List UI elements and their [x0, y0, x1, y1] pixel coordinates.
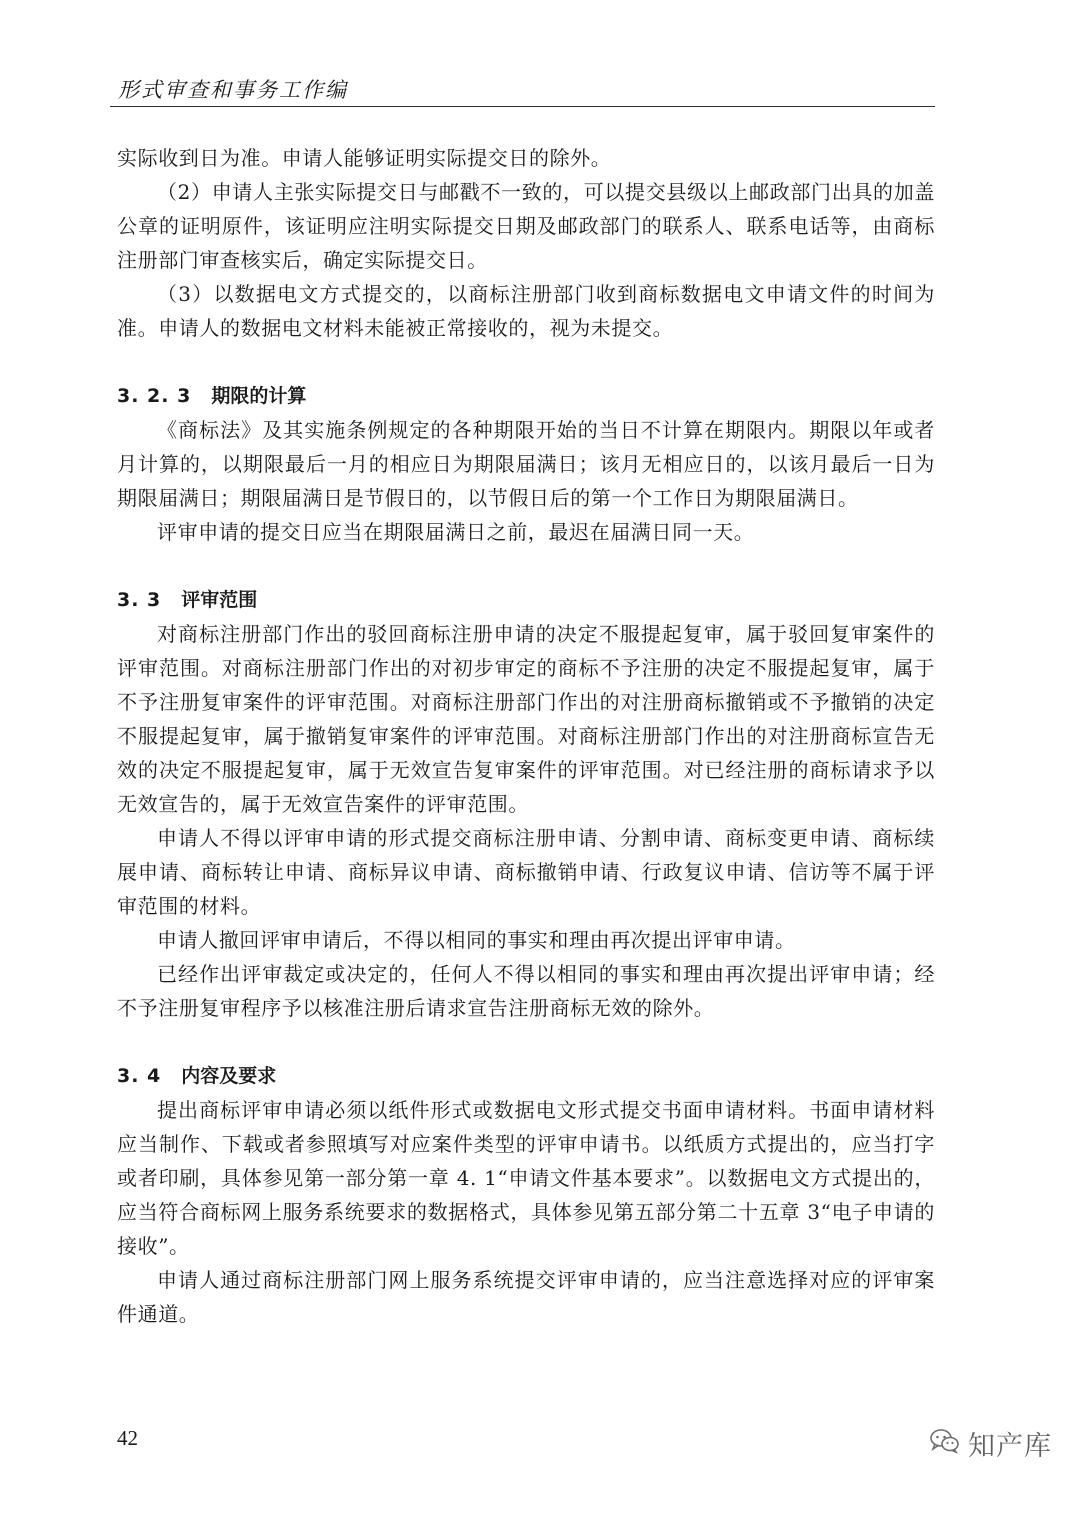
wechat-icon	[930, 1428, 960, 1458]
page-body	[117, 141, 935, 1331]
running-header	[110, 70, 935, 107]
paragraph: （3）以数据电文方式提交的，以商标注册部门收到商标数据电文申请文件的时间为准。申请人的数据电文材料未能被正常接收的，视为未提交。	[117, 282, 935, 340]
paragraph: （2）申请人主张实际提交日与邮戳不一致的，可以提交县级以上邮政部门出具的加盖公章的证明原件，该证明应注明实际提交日期及邮政部门的联系人、联系电话等，由商标注册部门审查核实后，确定实际提交日。	[117, 180, 935, 272]
paragraph: 申请人不得以评审申请的形式提交商标注册申请、分割申请、商标变更申请、商标续展申请、商标转让申请、商标异议申请、商标撤销申请、行政复议申请、信访等不属于评审范围的材料。	[117, 826, 935, 918]
paragraph: 申请人撤回评审申请后，不得以相同的事实和理由再次提出评审申请。	[157, 928, 796, 952]
page-number: 42	[117, 1426, 138, 1450]
section-title: 期限的计算	[211, 385, 307, 407]
paragraph: 评审申请的提交日应当在期限届满日之前，最迟在届满日同一天。	[157, 520, 755, 544]
paragraph: 实际收到日为准。申请人能够证明实际提交日的除外。	[117, 146, 612, 170]
paragraph: 对商标注册部门作出的驳回商标注册申请的决定不服提起复审，属于驳回复审案件的评审范围。对商标注册部门作出的对初步审定的商标不予注册的决定不服提起复审，属于不予注册复审案件的评审范围。对商标注册部门作出的对注册商标撤销或不予撤销的决定不服提起复审，属于撤销复审案件的评审范围。对商标注册部门作出的对注册商标宣告无效的决定不服提起复审，属于无效宣告复审案件的评审范围。对已经注册的商标请求予以无效宣告的，属于无效宣告案件的评审范围。	[117, 622, 935, 816]
section-number: 3. 3	[117, 589, 162, 611]
section-heading	[117, 583, 935, 617]
section-number: 3. 2. 3	[117, 385, 192, 407]
section-heading	[117, 1059, 935, 1093]
paragraph: 《商标法》及其实施条例规定的各种期限开始的当日不计算在期限内。期限以年或者月计算的，以期限最后一月的相应日为期限届满日；该月无相应日的，以该月最后一日为期限届满日；期限届满日是节假日的，以节假日后的第一个工作日为期限届满日。	[117, 418, 935, 510]
paragraph: 申请人通过商标注册部门网上服务系统提交评审申请的，应当注意选择对应的评审案件通道。	[117, 1268, 935, 1326]
section-title: 评审范围	[181, 589, 258, 611]
paragraph: 提出商标评审申请必须以纸件形式或数据电文形式提交书面申请材料。书面申请材料应当制作、下载或者参照填写对应案件类型的评审申请书。以纸质方式提出的，应当打字或者印刷，具体参见第一部分第一章 4. 1“申请文件基本要求”。以数据电文方式提出的，应当符合商标网上服务系统要求的数据格式，具体参见第五部分第二十五章 3“电子申请的接收”。	[117, 1098, 935, 1258]
watermark	[930, 1425, 1052, 1461]
header-title: 形式审查和事务工作编	[118, 78, 348, 102]
watermark-text: 知产库	[968, 1430, 1052, 1462]
section-title: 内容及要求	[181, 1065, 277, 1087]
section-heading	[117, 379, 935, 413]
paragraph: 已经作出评审裁定或决定的，任何人不得以相同的事实和理由再次提出评审申请；经不予注册复审程序予以核准注册后请求宣告注册商标无效的除外。	[117, 962, 935, 1020]
section-number: 3. 4	[117, 1065, 162, 1087]
